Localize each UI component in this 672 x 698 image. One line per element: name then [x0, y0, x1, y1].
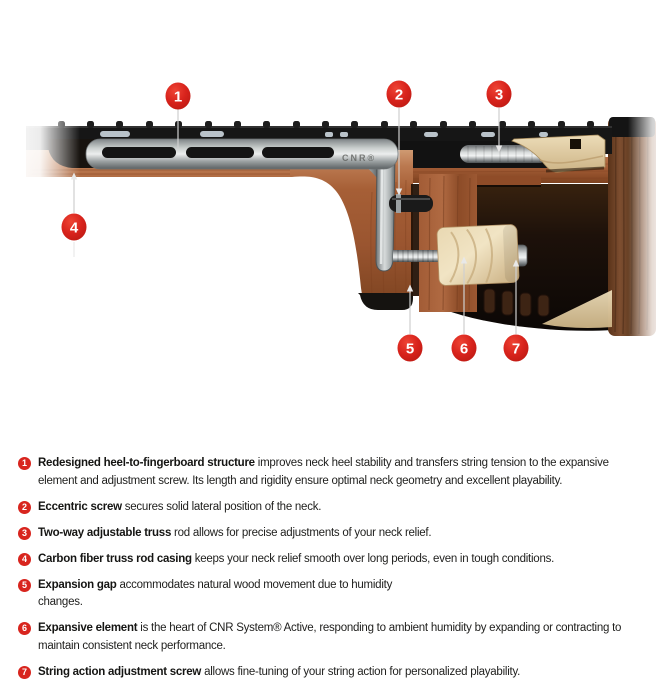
- bracket-notch: [570, 139, 581, 149]
- legend-text-2: [38, 499, 644, 517]
- svg-text:1: 1: [173, 88, 183, 106]
- inner-wood-ledge: [477, 176, 541, 186]
- left-edge-fade: [0, 100, 80, 400]
- svg-text:6: 6: [459, 340, 469, 358]
- legend-text-6: [38, 620, 644, 655]
- legend-item-7: [18, 664, 644, 682]
- legend-rest-3: rod allows for precise adjustments of your neck relief.: [171, 526, 432, 539]
- legend-lead-7: String action adjustment screw: [38, 665, 202, 678]
- legend-badge-1: 1: [18, 457, 31, 470]
- marker-7: [504, 335, 529, 362]
- legend-text-5: [38, 577, 436, 612]
- aluminum-bar-slots: [102, 147, 334, 158]
- legend-lead-5: Expansion gap: [38, 578, 117, 591]
- svg-text:7: 7: [511, 340, 521, 358]
- marker-3: [487, 81, 512, 108]
- legend-badge-6: 6: [18, 622, 31, 635]
- svg-text:2: 2: [394, 86, 404, 104]
- heel-blade-highlight: [381, 160, 382, 264]
- legend-rest-2: secures solid lateral position of the neck.: [121, 500, 322, 513]
- eccentric-screw-collar: [396, 194, 401, 213]
- legend-item-2: [18, 499, 644, 517]
- legend-rest-4: keeps your neck relief smooth over long periods, even in tough conditions.: [191, 552, 555, 565]
- legend-lead-2: Eccentric screw: [38, 500, 122, 513]
- legend-item-6: [18, 620, 644, 655]
- legend-text-1: [38, 455, 644, 490]
- marker-6: [452, 335, 477, 362]
- legend-rest-5: accommodates natural wood movement due to humidity changes.: [38, 578, 393, 608]
- legend-lead-6: Expansive element: [38, 622, 138, 634]
- marker-1: [166, 83, 191, 110]
- legend-rest-1: improves neck heel stability and transfers string tension to the expansive element and adjustment screw. Its length and rigidity ensure optimal neck geometry and excellent playability.: [38, 457, 609, 487]
- legend-badge-4: 4: [18, 553, 31, 566]
- legend-text-4: [38, 551, 644, 569]
- marker-2: [387, 81, 412, 108]
- right-edge-fade: [628, 95, 672, 400]
- svg-text:4: 4: [69, 219, 79, 237]
- legend-item-1: [18, 455, 644, 490]
- heel-blade: [376, 156, 395, 271]
- legend-rest-6: is the heart of CNR System® Active, responding to ambient humidity by expanding or contracting to maintain consistent neck performance.: [38, 622, 622, 652]
- legend-badge-3: 3: [18, 527, 31, 540]
- legend-item-5: [18, 577, 644, 612]
- marker-4: [62, 214, 87, 241]
- svg-text:3: 3: [494, 86, 504, 104]
- legend-item-4: [18, 551, 644, 569]
- embossed-brand-label: CNR®: [342, 153, 377, 163]
- legend-lead-1: Redesigned heel-to-fingerboard structure: [38, 457, 255, 469]
- legend-rest-7: allows fine-tuning of your string action for personalized playability.: [201, 665, 521, 678]
- legend-lead-4: Carbon fiber truss rod casing: [38, 552, 192, 565]
- svg-text:5: 5: [405, 340, 415, 358]
- legend-badge-5: 5: [18, 579, 31, 592]
- legend-badge-2: 2: [18, 501, 31, 514]
- marker-5: [398, 335, 423, 362]
- heel-cap: [358, 293, 413, 310]
- legend-badge-7: 7: [18, 666, 31, 679]
- legend-lead-3: Two-way adjustable truss: [38, 526, 172, 539]
- legend-text-7: [38, 664, 644, 682]
- expansive-element: [437, 224, 519, 285]
- legend-item-3: [18, 525, 644, 543]
- legend-text-3: [38, 525, 644, 543]
- threaded-rod: [393, 250, 441, 262]
- legend: [0, 440, 672, 690]
- eccentric-screw: [389, 195, 433, 212]
